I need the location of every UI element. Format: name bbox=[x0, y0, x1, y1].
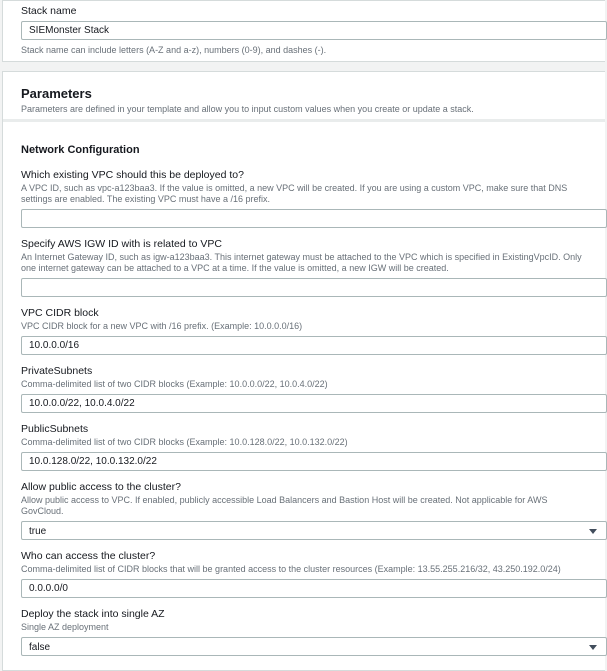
param-field-single-az bbox=[21, 608, 605, 656]
public-subnets-input[interactable] bbox=[21, 452, 607, 471]
param-description: VPC CIDR block for a new VPC with /16 prefix. (Example: 10.0.0.0/16) bbox=[21, 321, 303, 331]
chevron-down-icon bbox=[589, 645, 597, 650]
param-field-access-cidr bbox=[21, 550, 605, 598]
param-field-existing-vpc bbox=[21, 169, 605, 228]
igw-id-input[interactable] bbox=[21, 278, 607, 297]
param-label: Who can access the cluster? bbox=[21, 550, 156, 562]
param-description: Comma-delimited list of two CIDR blocks (Example: 10.0.0.0/22, 10.0.4.0/22) bbox=[21, 379, 328, 389]
param-description: A VPC ID, such as vpc-a123baa3. If the value is omitted, a new VPC will be created. If you are using a custom VPC, make sure that DNS settings are enabled. The existing VPC must have a /16 prefix. bbox=[21, 183, 568, 204]
chevron-down-icon bbox=[589, 529, 597, 534]
single-az-select[interactable] bbox=[21, 637, 607, 656]
select-value: false bbox=[29, 642, 51, 653]
stack-name-help: Stack name can include letters (A-Z and a-z), numbers (0-9), and dashes (-). bbox=[21, 45, 327, 55]
network-configuration-heading: Network Configuration bbox=[21, 144, 140, 156]
param-description: Single AZ deployment bbox=[21, 622, 109, 632]
param-label: Which existing VPC should this be deployed to? bbox=[21, 169, 244, 181]
param-label: Allow public access to the cluster? bbox=[21, 481, 181, 493]
param-description: Allow public access to VPC. If enabled, publicly accessible Load Balancers and Bastion Host will be created. Not applicable for AWS GovCloud. bbox=[21, 495, 548, 516]
param-field-allow-public-access bbox=[21, 481, 605, 540]
vpc-cidr-input[interactable] bbox=[21, 336, 607, 355]
private-subnets-input[interactable] bbox=[21, 394, 607, 413]
stack-name-card bbox=[2, 0, 605, 62]
param-label: Deploy the stack into single AZ bbox=[21, 608, 165, 620]
parameters-header bbox=[3, 72, 605, 122]
parameters-description: Parameters are defined in your template and allow you to input custom values when you create or update a stack. bbox=[21, 104, 474, 114]
parameters-card bbox=[2, 71, 605, 671]
param-description: An Internet Gateway ID, such as igw-a123baa3. This internet gateway must be attached to the VPC which is specified in ExistingVpcID. Only one internet gateway can be attached to a VPC at a time. If the value is omitted, a new IGW will be created. bbox=[21, 252, 582, 273]
allow-public-access-select[interactable] bbox=[21, 521, 607, 540]
param-label: PrivateSubnets bbox=[21, 365, 93, 377]
param-field-igw-id bbox=[21, 238, 605, 297]
stack-name-label: Stack name bbox=[21, 5, 77, 17]
param-description: Comma-delimited list of CIDR blocks that will be granted access to the cluster resources (Example: 13.55.255.216/32, 43.250.192.0/24) bbox=[21, 564, 561, 574]
param-label: Specify AWS IGW ID with is related to VPC bbox=[21, 238, 222, 250]
select-value: true bbox=[29, 526, 47, 537]
parameters-body bbox=[3, 122, 605, 656]
access-cidr-input[interactable] bbox=[21, 579, 607, 598]
stack-name-input[interactable] bbox=[21, 21, 607, 40]
parameters-title: Parameters bbox=[21, 86, 92, 101]
param-field-vpc-cidr bbox=[21, 307, 605, 355]
param-label: VPC CIDR block bbox=[21, 307, 99, 319]
param-field-private-subnets bbox=[21, 365, 605, 413]
param-field-public-subnets bbox=[21, 423, 605, 471]
param-label: PublicSubnets bbox=[21, 423, 89, 435]
existing-vpc-input[interactable] bbox=[21, 209, 607, 228]
param-description: Comma-delimited list of two CIDR blocks (Example: 10.0.128.0/22, 10.0.132.0/22) bbox=[21, 437, 348, 447]
